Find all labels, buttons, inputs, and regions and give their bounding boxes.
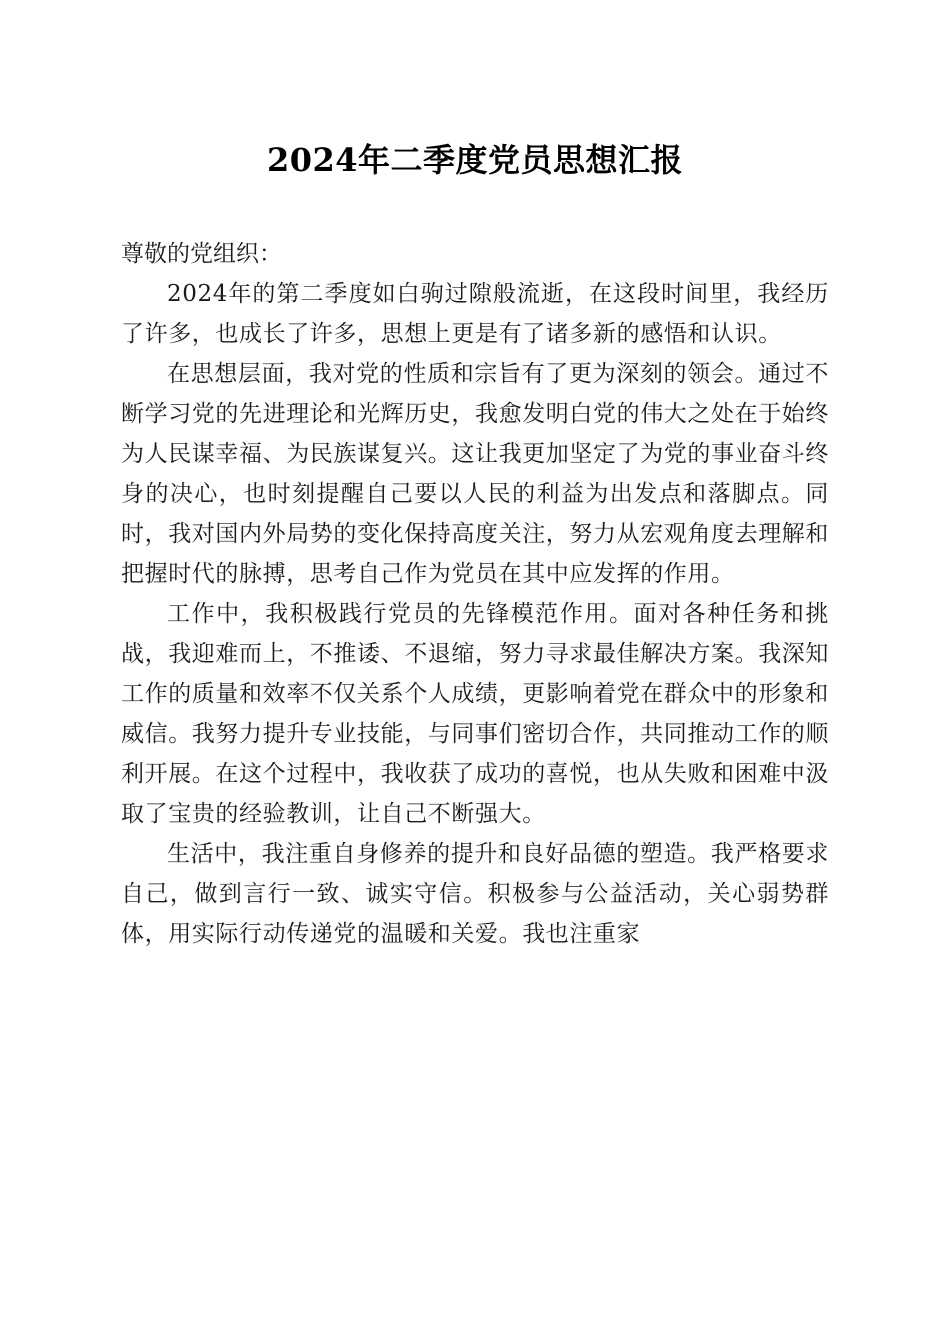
paragraph-4: 生活中，我注重自身修养的提升和良好品德的塑造。我严格要求自己，做到言行一致、诚实守信。积极参与公益活动，关心弱势群体，用实际行动传递党的温暖和关爱。我也注重家 [121,841,829,947]
paragraph-2: 在思想层面，我对党的性质和宗旨有了更为深刻的领会。通过不断学习党的先进理论和光辉历史，我愈发明白党的伟大之处在于始终为人民谋幸福、为民族谋复兴。这让我更加坚定了为党的事业奋斗终身的决心，也时刻提醒自己要以人民的利益为出发点和落脚点。同时，我对国内外局势的变化保持高度关注，努力从宏观角度去理解和把握时代的脉搏，思考自己作为党员在其中应发挥的作用。 [121,361,829,587]
document-body [121,234,829,954]
salutation: 尊敬的党组织： [121,241,282,267]
paragraph-1: 2024年的第二季度如白驹过隙般流逝，在这段时间里，我经历了许多，也成长了许多，思想上更是有了诸多新的感悟和认识。 [121,281,829,347]
paragraph-3: 工作中，我积极践行党员的先锋模范作用。面对各种任务和挑战，我迎难而上，不推诿、不退缩，努力寻求最佳解决方案。我深知工作的质量和效率不仅关系个人成绩，更影响着党在群众中的形象和威信。我努力提升专业技能，与同事们密切合作，共同推动工作的顺利开展。在这个过程中，我收获了成功的喜悦，也从失败和困难中汲取了宝贵的经验教训，让自己不断强大。 [121,601,829,827]
document-title: 2024年二季度党员思想汇报 [266,141,684,179]
